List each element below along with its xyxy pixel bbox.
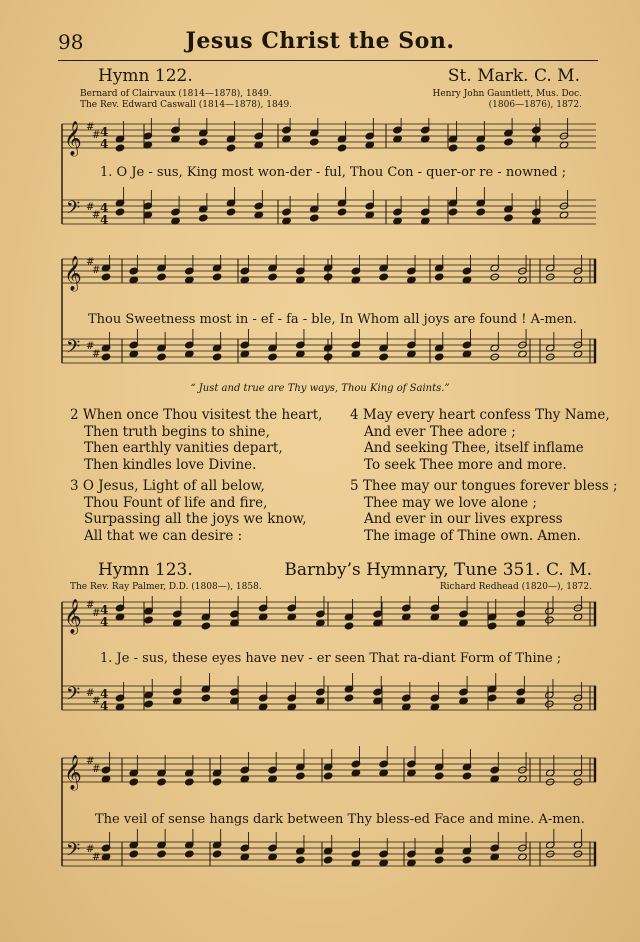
note-head [448,144,457,152]
hymn-122-music-system-1 [58,118,603,248]
note-head [337,144,346,152]
verse-5-line-1: Thee may our tongues forever bless ; [362,478,618,494]
hymn-123-lyric-line-1: 1. Je - sus, these eyes have nev - er seen That ra-diant Form of Thine ; [100,651,562,666]
treble-clef-icon: 𝄞 [64,599,82,634]
note-head [212,273,221,281]
note-head [268,353,277,361]
hymn-122-lyric-line-2: Thou Sweetness most in - ef - fa - ble, In Whom all joys are found ! A-men. [88,312,577,327]
note-head [212,850,221,858]
hymn-123-title: Hymn 123. [98,560,193,580]
verse-3-number: 3 [70,478,79,494]
note-head [144,700,153,708]
note-head [434,856,443,864]
note-head [144,616,153,624]
verse-2-line-4: Then kindles love Divine. [84,456,257,473]
note-head [157,778,166,786]
note-head [129,778,138,786]
hymn-123-lyric-line-2: The veil of sense hangs dark between Thy bless-ed Face and mine. A-men. [95,812,585,827]
hymn-123-tune: Barnby’s Hymnary, Tune 351. C. M. [284,560,592,580]
treble-staff [62,255,596,292]
bass-staff [62,673,596,713]
note-head [434,772,443,780]
bass-clef-icon: 𝄢 [66,337,81,362]
note-head [101,353,110,361]
note-head [504,214,513,222]
verse-2-line-1: When once Thou visitest the heart, [82,407,323,423]
hymn-122-composer [432,89,582,111]
note-head [157,353,166,361]
verse-5-line-2: Thee may we love alone ; [364,494,537,511]
verse-2-line-2: Then truth begins to shine, [84,423,270,440]
note-head [310,214,319,222]
hymn-122-composer-line1: Henry John Gauntlett, Mus. Doc. [432,89,582,99]
note-head [476,208,485,216]
bass-clef-icon: 𝄢 [66,198,81,223]
note-head [201,622,210,630]
note-head [157,273,166,281]
bass-staff [62,187,596,227]
note-head [212,353,221,361]
sharp-icon: # [92,696,101,707]
hymn-122-epigraph: “ Just and true are Thy ways, Thou King of Saints.” [190,383,450,394]
sharp-icon: # [92,210,101,221]
note-head [185,850,194,858]
note-head [101,273,110,281]
verse-2 [70,407,322,473]
note-head [379,353,388,361]
sharp-icon: # [92,130,101,141]
treble-staff [62,596,596,635]
note-head [344,694,353,702]
bass-staff [62,829,596,867]
time-signature-top: 4 [100,201,109,215]
hymn-123-author: The Rev. Ray Palmer, D.D. (1808—), 1858. [70,582,262,592]
note-head [323,772,332,780]
treble-staff [62,746,596,791]
note-head [268,273,277,281]
bass-clef-icon: 𝄢 [66,684,81,709]
sharp-icon: # [92,852,101,863]
hymn-122-tune: St. Mark. C. M. [447,66,580,86]
verse-2-number: 2 [70,407,79,423]
verse-5-line-4: The image of Thine own. Amen. [364,527,581,544]
time-signature-bottom: 4 [100,615,109,629]
hymn-122-title: Hymn 122. [98,66,193,86]
sharp-icon: # [92,764,101,775]
note-head [201,694,210,702]
note-head [185,778,194,786]
hymn-123-composer: Richard Redhead (1820—), 1872. [439,582,592,592]
verse-3 [70,478,307,544]
treble-clef-icon: 𝄞 [64,121,82,156]
verse-4-line-2: And ever Thee adore ; [364,423,516,440]
hymn-123-music-system-1 [58,596,603,736]
verse-4-line-4: To seek Thee more and more. [364,456,567,473]
sharp-icon: # [86,844,95,855]
verse-3-line-4: All that we can desire : [84,527,243,544]
verse-4 [350,407,610,473]
note-head [487,622,496,630]
time-signature-bottom: 4 [100,699,109,713]
note-head [448,208,457,216]
note-head [476,144,485,152]
verse-3-line-2: Thou Fount of life and fire, [84,494,268,511]
time-signature-top: 4 [100,603,109,617]
hymn-122-author-line2: The Rev. Edward Caswall (1814—1878), 1849. [80,100,293,110]
note-head [115,144,124,152]
treble-clef-icon: 𝄞 [64,256,82,291]
verse-4-number: 4 [350,407,359,423]
treble-clef-icon: 𝄞 [64,755,82,790]
sharp-icon: # [86,756,95,767]
verse-4-line-1: May every heart confess Thy Name, [362,407,610,423]
sharp-icon: # [92,265,101,276]
sharp-icon: # [86,341,95,352]
sharp-icon: # [86,257,95,268]
time-signature-top: 4 [100,125,109,139]
note-head [226,144,235,152]
verse-5-line-3: And ever in our lives express [364,511,563,527]
note-head [212,778,221,786]
hymn-122-author-line1: Bernard of Clairvaux (1814—1878), 1849. [80,89,272,99]
page-number: 98 [58,30,84,54]
note-head [462,772,471,780]
note-head [434,273,443,281]
note-head [157,850,166,858]
verse-2-line-3: Then earthly vanities depart, [84,440,283,456]
time-signature-top: 4 [100,687,109,701]
header-rule [58,60,598,61]
running-head: Jesus Christ the Son. [185,28,455,54]
hymn-123-music-system-2 [58,742,603,877]
note-head [199,214,208,222]
note-head [226,208,235,216]
time-signature-bottom: 4 [100,137,109,151]
note-head [296,856,305,864]
note-head [129,850,138,858]
verse-3-line-3: Surpassing all the joys we know, [84,511,307,527]
verse-3-line-1: O Jesus, Light of all below, [82,478,265,494]
hymn-122-composer-line2: (1806—1876), 1872. [488,100,582,110]
note-head [310,138,319,146]
sharp-icon: # [86,688,95,699]
hymn-122-author [80,89,292,111]
note-head [296,772,305,780]
sharp-icon: # [92,608,101,619]
bass-clef-icon: 𝄢 [66,840,81,865]
verse-4-line-3: And seeking Thee, itself inflame [364,440,584,456]
note-head [434,353,443,361]
sharp-icon: # [86,122,95,133]
note-head [115,208,124,216]
note-head [344,622,353,630]
verse-5 [350,478,618,544]
note-head [487,694,496,702]
note-head [504,138,513,146]
note-head [323,856,332,864]
verse-5-number: 5 [350,478,359,494]
bass-staff [62,329,596,363]
note-head [379,273,388,281]
sharp-icon: # [92,349,101,360]
note-head [462,856,471,864]
treble-staff [62,118,596,157]
note-head [199,138,208,146]
sharp-icon: # [86,202,95,213]
time-signature-bottom: 4 [100,213,109,227]
sharp-icon: # [86,600,95,611]
hymn-122-lyric-line-1: 1. O Je - sus, King most won-der - ful, Thou Con - quer-or re - nowned ; [100,165,567,180]
note-head [337,208,346,216]
